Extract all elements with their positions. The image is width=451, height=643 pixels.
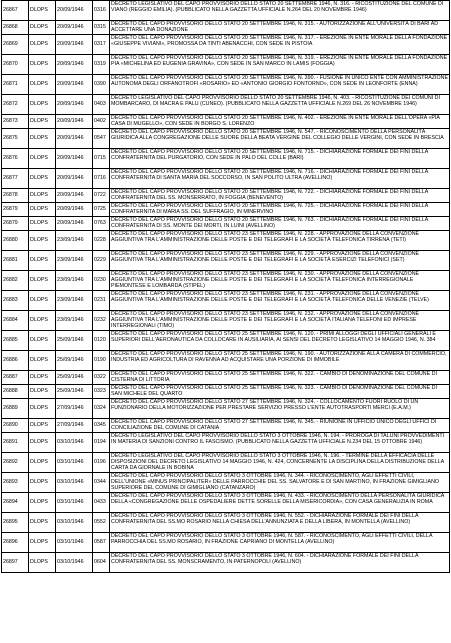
table-row xyxy=(2,271,450,291)
table-row xyxy=(2,453,450,473)
record-number: 26879 xyxy=(2,217,29,231)
source-type: DLOPS xyxy=(29,331,56,351)
decree-description: DECRETO DEL CAPO PROVVISORIO DELLO STATO 20 SETTEMBRE 1946, N. 763. - DICHIARAZIONE FORMALE DEI FINI DELLA CONFRATERNITA DI SS. MONTE DEI MORTI, IN LUINI (AVELLINO) xyxy=(110,217,450,231)
record-number: 26892 xyxy=(2,453,29,473)
source-type: DLOPS xyxy=(29,231,56,251)
source-type: DLOPS xyxy=(29,291,56,311)
record-number: 26895 xyxy=(2,513,29,533)
decree-description: DECRETO LEGISLATIVO DEL CAPO PROVVISORIO DELLO STATO 20 SETTEMBRE 1946, N. 403. - RICOSTITUZIONE DEI COMUNI DI MOMBARCARO, DI MACRA E PALU (CUNEO). (PUBBLICATO NELLA GAZZETTA UFFICIALE N.269 DEL 26 NOVEMBRE 1946) xyxy=(110,95,450,115)
source-type: DLOPS xyxy=(29,513,56,533)
decree-date: 20/09/1946 xyxy=(56,169,93,189)
decree-date: 20/09/1946 xyxy=(56,149,93,169)
decree-date: 25/09/1946 xyxy=(56,331,93,351)
record-number: 26867 xyxy=(2,1,29,21)
decree-description: DECRETO DEL CAPO PROVVISORIO DELLO STATO 20 SETTEMBRE 1946, N. 319. - EREZIONE IN ENTE MORALE DELLA FONDAZIONE PIA «MICHELINA ED EUGENIA GRAVINA», CON SEDE IN SAN MARCO IN LAMIS (FOGGIA) xyxy=(110,55,450,75)
source-type: DLOPS xyxy=(29,149,56,169)
decree-number: 0324 xyxy=(93,399,110,419)
decree-description: DECRETO DEL CAPO PROVVISORIO DELLO STATO 23 SETTEMBRE 1946, N. 230. - APPROVAZIONE DELLA CONVENZIONE AGGIUNTIVA TRA L'AMMINISTRAZIONE DELLE POSTE E DEI TELEGRAFI E LA SOCIETÀ TELEFONICA INTERREGIONALE PIEMONTESE E LOMBARDA (STIPEL) xyxy=(110,271,450,291)
decree-number: 0316 xyxy=(93,1,110,21)
source-type: DLOPS xyxy=(29,433,56,453)
decree-number: 0402 xyxy=(93,115,110,129)
record-number: 26879 xyxy=(2,203,29,217)
decree-number: 0196 xyxy=(93,453,110,473)
decree-description: DECRETO DEL CAPO PROVVISORIO DELLO STATO 20 SETTEMBRE 1946, N. 317. - EREZIONE IN ENTE MORALE DELLA FONDAZIONE «GIUSEPPE VIVIANI», PROMOSSA DA TINTI ABENACCHI, CON SEDE IN PISTOIA xyxy=(110,35,450,55)
table-row xyxy=(2,433,450,453)
table-row xyxy=(2,553,450,573)
decree-date: 20/09/1946 xyxy=(56,115,93,129)
decree-description: DECRETO DEL CAPO PROVVISORIO DELLO STATO 25 SETTEMBRE 1946, N. 120. - PRIMI ALLOGGI DEGLI UFFICIALI GENERALI E SUPERIORI DELL'AERONAUTICA DA COLLOCARE IN AUSILIARIA, AI SENSI DEL DECRETO LEGISLATIVO 14 MAGGIO 1946, N. 384 xyxy=(110,331,450,351)
record-number: 26888 xyxy=(2,385,29,399)
table-row xyxy=(2,311,450,331)
record-number: 26884 xyxy=(2,311,29,331)
table-row xyxy=(2,1,450,21)
decree-description: DECRETO DEL CAPO PROVVISORIO DELLO STATO 27 SETTEMBRE 1946, N. 324. - COLLOCAMENTO FUORI RUOLO DI UN FUNZIONARIO DELLA MOTORIZZAZIONE PER PRESTARE SERVIZIO PRESSO L'ENTE AUTOTRASPORTI MERCI (E.A.M.) xyxy=(110,399,450,419)
table-row xyxy=(2,493,450,513)
decree-date: 20/09/1946 xyxy=(56,203,93,217)
source-type: DLOPS xyxy=(29,351,56,371)
decree-description: DECRETO DEL CAPO PROVVISORIO DELLO STATO 23 SETTEMBRE 1946, N. 231. - APPROVAZIONE DELLA CONVENZIONE AGGIUNTIVA TRA L'AMMINISTRAZIONE DELLE POSTE E DEI TELEGRAFI E LA SOCIETÀ TELEFONICA DELLE VENEZIE (TELVE) xyxy=(110,291,450,311)
decree-date: 20/09/1946 xyxy=(56,217,93,231)
table-row xyxy=(2,533,450,553)
source-type: DLOPS xyxy=(29,1,56,21)
decree-description: DECRETO DEL CAPO PROVVISORIO DELLO STATO 25 SETTEMBRE 1946, N. 323. - CAMBIO DI DENOMINAZIONE DEL COMUNE DI SAN MICHELE DEL QUARTO xyxy=(110,385,450,399)
table-row xyxy=(2,35,450,55)
decree-date: 03/10/1946 xyxy=(56,473,93,493)
decree-date: 20/09/1946 xyxy=(56,75,93,95)
decree-number: 0763 xyxy=(93,217,110,231)
record-number: 26880 xyxy=(2,231,29,251)
table-row xyxy=(2,351,450,371)
record-number: 26877 xyxy=(2,169,29,189)
decree-date: 20/09/1946 xyxy=(56,1,93,21)
table-row xyxy=(2,331,450,351)
decree-description: DECRETO DEL CAPO PROVVISORIO DELLO STATO 20 SETTEMBRE 1946, N. 547. - RICONOSCIMENTO DELLA PERSONALITÀ GIURIDICA ALLA CONGREGAZIONE DELLE SUORE DELLA BEATA VERGINE DEL COLLEGIO DELLE VERGINI, CON SEDE IN BRESCIA xyxy=(110,129,450,149)
decree-date: 23/09/1946 xyxy=(56,291,93,311)
decree-number: 0319 xyxy=(93,55,110,75)
decree-date: 20/09/1946 xyxy=(56,129,93,149)
decree-date: 20/09/1946 xyxy=(56,189,93,203)
source-type: DLOPS xyxy=(29,251,56,271)
decree-date: 25/09/1946 xyxy=(56,371,93,385)
source-type: DLOPS xyxy=(29,189,56,203)
record-number: 26868 xyxy=(2,21,29,35)
decree-description: DECRETO LEGISLATIVO DEL CAPO PROVVISORIO DELLO STATO 3 OTTOBRE 1946, N. 196. - TERMINE DELLA EFFICACIA DELLE DISPOSIZIONI DEL DECRETO LEGISLATIVO 14 MAGGIO 1946, N. 424, CONCERNENTE LA DISCIPLINA DELLA DISTRIBUZIONE DELLA CARTA DA GIORNALE IN BOBINA xyxy=(110,453,450,473)
decree-number: 0323 xyxy=(93,385,110,399)
table-row xyxy=(2,371,450,385)
decree-date: 20/09/1946 xyxy=(56,95,93,115)
source-type: DLOPS xyxy=(29,453,56,473)
decree-description: DECRETO DEL CAPO PROVVISORIO DELLO STATO 3 OTTOBRE 1946, N. 552. - DICHIARAZIONE FORMALE DEI FINI DELLA CONFRATERNITA DEL SS.MO ROSARIO NELLA CHIESA DELL'ANNUNZIATA E DELLA LIBERA, IN MONTELLA (AVELLINO) xyxy=(110,513,450,533)
source-type: DLOPS xyxy=(29,493,56,513)
record-number: 26875 xyxy=(2,129,29,149)
table-row xyxy=(2,251,450,271)
decree-number: 0345 xyxy=(93,419,110,433)
decree-number: 0715 xyxy=(93,149,110,169)
source-type: DLOPS xyxy=(29,35,56,55)
source-type: DLOPS xyxy=(29,129,56,149)
table-row xyxy=(2,217,450,231)
decree-description: DECRETO DEL CAPO PROVVISORIO DELLO STATO 25 SETTEMBRE 1946, N. 322. - CAMBIO DI DENOMINAZIONE DEL COMUNE DI CISTERNA DI LITTORIA xyxy=(110,371,450,385)
table-row xyxy=(2,129,450,149)
table-row xyxy=(2,385,450,399)
table-row xyxy=(2,231,450,251)
source-type: DLOPS xyxy=(29,271,56,291)
decree-date: 20/09/1946 xyxy=(56,35,93,55)
decree-description: DECRETO DEL CAPO PROVVISORIO DELLO STATO 20 SETTEMBRE 1946, N. 716. - DICHIARAZIONE FORMALE DEI FINI DELLA CONFRATERNITA DI SANTA MARIA DEL SOCCORSO, IN SAN POLITO ULTRA (AVELLINO) xyxy=(110,169,450,189)
source-type: DLOPS xyxy=(29,473,56,493)
decree-number: 0232 xyxy=(93,311,110,331)
decree-number: 0229 xyxy=(93,251,110,271)
decree-date: 03/10/1946 xyxy=(56,513,93,533)
source-type: DLOPS xyxy=(29,115,56,129)
decree-description: DECRETO LEGISLATIVO DEL CAPO PROVVISORIO DELLO STATO 20 SETTEMBRE 1946, N. 316. - RICOSTITUZIONE DEL COMUNE DI VIANO (REGGIO EMILIA). (PUBBLICATO NELLA GAZZETTA UFFICIALE N.264 DEL 20 NOVEMBRE 1946) xyxy=(110,1,450,21)
record-number: 26870 xyxy=(2,55,29,75)
record-number: 26887 xyxy=(2,371,29,385)
decree-date: 25/09/1946 xyxy=(56,385,93,399)
decree-number: 0194 xyxy=(93,433,110,453)
table-row xyxy=(2,513,450,533)
decree-description: DECRETO DEL CAPO PROVVISORIO DELLO STATO 20 SETTEMBRE 1946, N. 315. - AUTORIZZAZIONE ALL'UNIVERSITÀ DI BARI AD ACCETTARE UNA DONAZIONE xyxy=(110,21,450,35)
decree-number: 0403 xyxy=(93,95,110,115)
source-type: DLOPS xyxy=(29,21,56,35)
decree-description: DECRETO DEL CAPO PROVVISORIO DELLO STATO 23 SETTEMBRE 1946, N. 228. - APPROVAZIONE DELLA CONVENZIONE AGGIUNTIVA TRA L'AMMINISTRAZIONE DELLE POSTE E DEI TELEGRAFI E LA SOCIETÀ TELEFONICA TIRRENA (TETI) xyxy=(110,231,450,251)
source-type: DLOPS xyxy=(29,385,56,399)
decree-number: 0230 xyxy=(93,271,110,291)
record-number: 26883 xyxy=(2,291,29,311)
record-number: 26873 xyxy=(2,115,29,129)
decree-date: 23/09/1946 xyxy=(56,251,93,271)
decree-number: 0120 xyxy=(93,331,110,351)
table-row xyxy=(2,149,450,169)
source-type: DLOPS xyxy=(29,311,56,331)
source-type: DLOPS xyxy=(29,75,56,95)
record-number: 26886 xyxy=(2,351,29,371)
record-number: 26897 xyxy=(2,553,29,573)
record-number: 26890 xyxy=(2,419,29,433)
decree-number: 0604 xyxy=(93,553,110,573)
record-number: 26885 xyxy=(2,331,29,351)
decree-description: DECRETO DEL CAPO PROVVISORIO DELLO STATO 20 SETTEMBRE 1946, N. 722. - DICHIARAZIONE FORMALE DEI FINI DELLA CONFRATERNITA DEL SS. MONSERRATO, IN FOGGIA (BENEVENTO) xyxy=(110,189,450,203)
decree-date: 03/10/1946 xyxy=(56,533,93,553)
source-type: DLOPS xyxy=(29,419,56,433)
decree-number: 0587 xyxy=(93,533,110,553)
decree-number: 0344 xyxy=(93,473,110,493)
decree-date: 25/09/1946 xyxy=(56,351,93,371)
decree-description: DECRETO DEL CAPO PROVVISORIO DELLO STATO 20 SETTEMBRE 1946, N. 725. - DICHIARAZIONE FORMALE DEI FINI DELLA CONFRATERNITA DI MARIA SS. DEL SUFFRAGIO, IN MINERVINO xyxy=(110,203,450,217)
decree-number: 0317 xyxy=(93,35,110,55)
decree-date: 03/10/1946 xyxy=(56,453,93,473)
decree-number: 0547 xyxy=(93,129,110,149)
decree-description: DECRETO LEGISLATIVO DEL CAPO PROVVISORIO DELLO STATO 3 OTTOBRE 1946, N. 194. - PROROGA DI TALUNI PROVVEDIMENTI IN MATERIA DI SANZIONI CONTRO IL FASCISMO. (PUBBLICATO NELLA GAZZETTA UFFICIALE N.234 DEL 15 OTTOBRE 1946) xyxy=(110,433,450,453)
table-row xyxy=(2,189,450,203)
source-type: DLOPS xyxy=(29,371,56,385)
source-type: DLOPS xyxy=(29,533,56,553)
record-number: 26876 xyxy=(2,149,29,169)
record-number: 26896 xyxy=(2,533,29,553)
source-type: DLOPS xyxy=(29,217,56,231)
table-row xyxy=(2,399,450,419)
table-row xyxy=(2,55,450,75)
decree-date: 03/10/1946 xyxy=(56,493,93,513)
decree-date: 23/09/1946 xyxy=(56,311,93,331)
decree-register-body xyxy=(2,1,450,573)
record-number: 26881 xyxy=(2,251,29,271)
decree-date: 03/10/1946 xyxy=(56,433,93,453)
source-type: DLOPS xyxy=(29,55,56,75)
table-row xyxy=(2,473,450,493)
decree-date: 23/09/1946 xyxy=(56,271,93,291)
decree-description: DECRETO DEL CAPO PROVVISORIO DELLO STATO 20 SETTEMBRE 1946, N. 715. - DICHIARAZIONE FORMALE DEI FINI DELLA CONFRATERNITA DEL PURGATORIO, CON SEDE IN PALO DEL COLLE (BARI) xyxy=(110,149,450,169)
decree-description: DECRETO DEL CAPO PROVVISORIO DELLO STATO 3 OTTOBRE 1946, N. 604. - DICHIARAZIONE FORMALE DEI FINI DELLA CONFRATERNITA DEL SS. MONSCRAMENTO, IN PATERNOPOLI (AVELLINO) xyxy=(110,553,450,573)
table-row xyxy=(2,169,450,189)
source-type: DLOPS xyxy=(29,553,56,573)
table-row xyxy=(2,291,450,311)
record-number: 26893 xyxy=(2,473,29,493)
table-row xyxy=(2,203,450,217)
decree-description: DECRETO DEL CAPO PROVVISORIO DELLO STATO 23 SETTEMBRE 1946, N. 232. - APPROVAZIONE DELLA CONVENZIONE AGGIUNTIVA TRA L'AMMINISTRAZIONE DELLE POSTE E DEI TELEGRAFI E LA SOCIETÀ ITALIANA TELEFONI ED IMPRESE INTERREGIONALI (TIMO) xyxy=(110,311,450,331)
source-type: DLOPS xyxy=(29,203,56,217)
table-row xyxy=(2,21,450,35)
table-row xyxy=(2,95,450,115)
decree-date: 27/09/1946 xyxy=(56,419,93,433)
decree-number: 0722 xyxy=(93,189,110,203)
table-row xyxy=(2,419,450,433)
decree-description: DECRETO DEL CAPO PROVVISORIO DELLO STATO 20 SETTEMBRE 1946, N. 390. - FUSIONE IN UNICO ENTE CON AMMINISTRAZIONE AUTONOMA DEGLI ORFANOTROFI «ROSARIO» ED «ANTONIO GIORGIO FONTORNO», CON SEDE IN LEONFORTE (ENNA) xyxy=(110,75,450,95)
decree-number: 0725 xyxy=(93,203,110,217)
decree-number: 0315 xyxy=(93,21,110,35)
decree-description: DECRETO DEL CAPO PROVVISORIO DELLO STATO 20 SETTEMBRE 1946, N. 402. - EREZIONE IN ENTE MORALE DELL'OPERA «PIA CASA DI MUGELLO», CON SEDE IN BORGO S. LORENZO xyxy=(110,115,450,129)
source-type: DLOPS xyxy=(29,169,56,189)
decree-description: DECRETO DEL CAPO PROVVISORIO DELLO STATO 23 SETTEMBRE 1946, N. 229. - APPROVAZIONE DELLA CONVENZIONE AGGIUNTIVA TRA L'AMMINISTRAZIONE DELLE POSTE E DEI TELEGRAFI E LA SOCIETÀ ESERCIZI TELEFONICI (SET) xyxy=(110,251,450,271)
record-number: 26891 xyxy=(2,433,29,453)
record-number: 26871 xyxy=(2,75,29,95)
decree-description: DECRETO DEL CAPO PROVVISORIO DELLO STATO 27 SETTEMBRE 1946, N. 345. - RIUNIONE IN UFFICIO UNICO DEGLI UFFICI DI CONCILIAZIONE DEL COMUNE DI CATANIA xyxy=(110,419,450,433)
decree-number: 0228 xyxy=(93,231,110,251)
table-row xyxy=(2,115,450,129)
decree-number: 0716 xyxy=(93,169,110,189)
decree-description: DECRETO DEL CAPO PROVVISORIO DELLO STATO 25 SETTEMBRE 1946, N. 190. - AUTORIZZAZIONE ALLA CAMERA DI COMMERCIO, INDUSTRIA ED AGRICOLTURA DI RAVENNA AD ACQUISTARE UNA PORZIONE DI IMMOBILE xyxy=(110,351,450,371)
decree-description: DECRETO DEL CAPO PROVVISORIO DELLO STATO 3 OTTOBRE 1946, N. 344. - RICONOSCIMENTO, AGLI EFFETTI CIVILI, DELL'UNIONE «MINUS PRINCIPALITER» DELLE PARROCCHIE DEL SS. SALVATORE E DI SAN MARTINO, IN FRAZIONE GIMIGLIANO SUPERIORE DEL COMUNE DI GIMIGLIANO (CATANZARO) xyxy=(110,473,450,493)
decree-number: 0552 xyxy=(93,513,110,533)
source-type: DLOPS xyxy=(29,95,56,115)
source-type: DLOPS xyxy=(29,399,56,419)
record-number: 26872 xyxy=(2,95,29,115)
record-number: 26894 xyxy=(2,493,29,513)
decree-description: DECRETO DEL CAPO PROVVISORIO DELLO STATO 3 OTTOBRE 1946, N. 587. - RICONOSCIMENTO, AGLI EFFETTI CIVILI, DELLA PARROCCHIA DEL SS.MO ROSARIO, IN FRAZIONE CAPRIANO DI MONTELLA (AVELLINO) xyxy=(110,533,450,553)
decree-description: DECRETO DEL CAPO PROVVISORIO DELLO STATO 3 OTTOBRE 1946, N. 433. - RICONOSCIMENTO DELLA PERSONALITÀ GIURIDICA DELLA «CONGREGAZIONE DELLE OSPEDALIERE DETTE SORELLE DELLA MISERICORDIA», CON CASA GENERALIZIA IN ROMA xyxy=(110,493,450,513)
decree-register-table xyxy=(1,0,450,573)
decree-number: 0231 xyxy=(93,291,110,311)
decree-number: 0433 xyxy=(93,493,110,513)
decree-date: 20/09/1946 xyxy=(56,21,93,35)
record-number: 26878 xyxy=(2,189,29,203)
decree-date: 03/10/1946 xyxy=(56,553,93,573)
decree-number: 0390 xyxy=(93,75,110,95)
decree-date: 20/09/1946 xyxy=(56,55,93,75)
decree-date: 23/09/1946 xyxy=(56,231,93,251)
table-row xyxy=(2,75,450,95)
decree-number: 0190 xyxy=(93,351,110,371)
record-number: 26869 xyxy=(2,35,29,55)
record-number: 26889 xyxy=(2,399,29,419)
decree-number: 0322 xyxy=(93,371,110,385)
decree-date: 27/09/1946 xyxy=(56,399,93,419)
record-number: 26882 xyxy=(2,271,29,291)
